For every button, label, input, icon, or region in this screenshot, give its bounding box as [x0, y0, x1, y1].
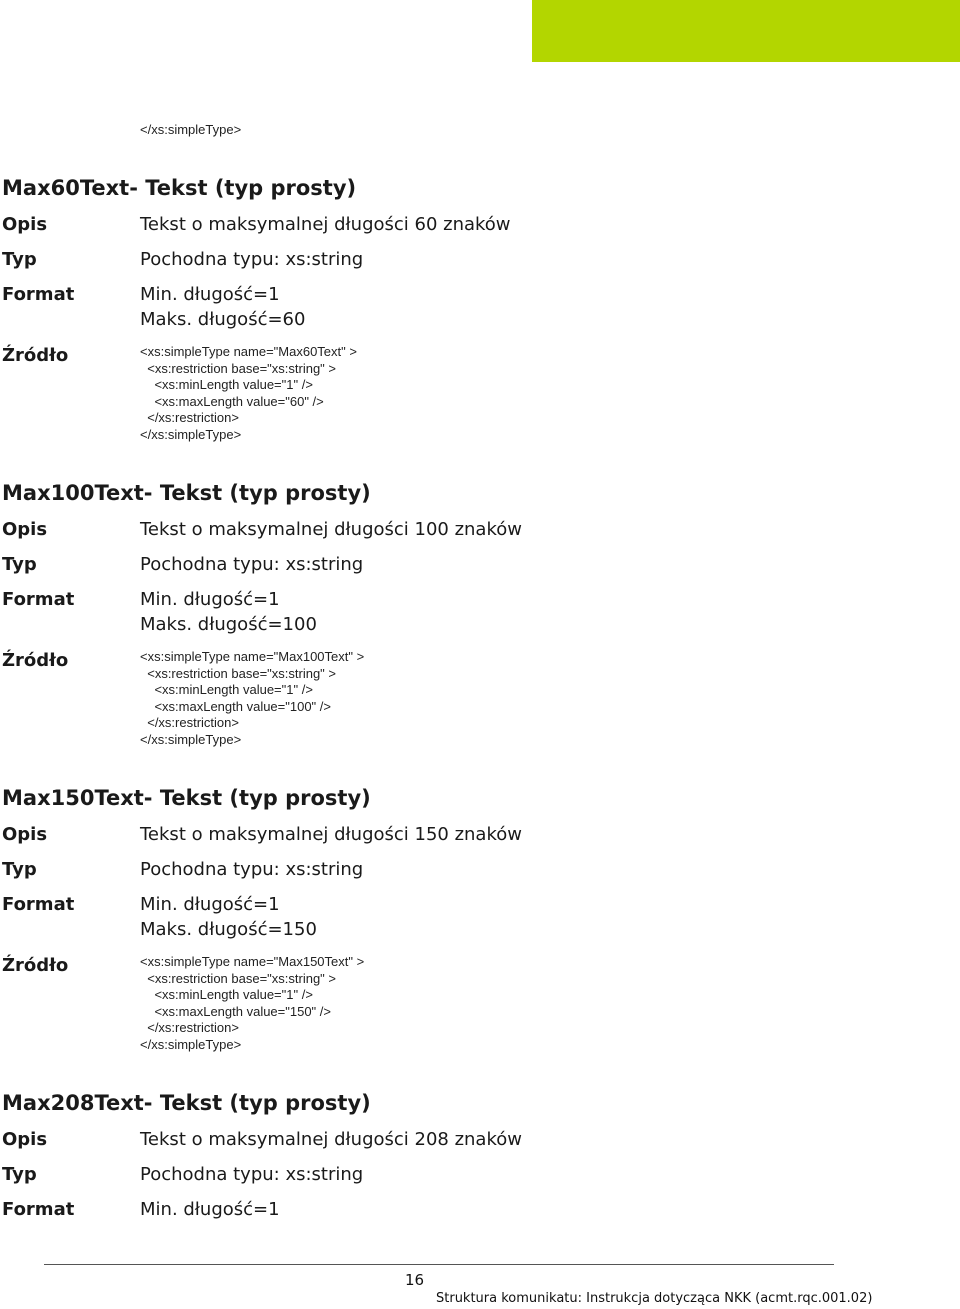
format-max: Maks. długość=150	[140, 919, 317, 940]
value-opis: Tekst o maksymalnej długości 60 znaków	[140, 214, 511, 235]
code-line: </xs:restriction>	[140, 1020, 239, 1036]
value-typ: Pochodna typu: xs:string	[140, 249, 364, 270]
label-opis: Opis	[2, 214, 48, 235]
value-format	[140, 1197, 280, 1222]
code-line: <xs:maxLength value="60" />	[140, 393, 324, 409]
format-min: Min. długość=1	[140, 1199, 280, 1220]
label-opis: Opis	[2, 824, 48, 845]
label-typ: Typ	[2, 1164, 37, 1185]
format-min: Min. długość=1	[140, 589, 280, 610]
code-closing-tag: </xs:simpleType>	[140, 122, 242, 137]
code-line: <xs:simpleType name="Max150Text" >	[140, 954, 365, 969]
code-line: <xs:restriction base="xs:string" >	[140, 970, 337, 986]
value-opis: Tekst o maksymalnej długości 100 znaków	[140, 519, 522, 540]
section-title: Max208Text- Tekst (typ prosty)	[2, 1091, 371, 1115]
value-opis: Tekst o maksymalnej długości 150 znaków	[140, 824, 522, 845]
code-line: </xs:simpleType>	[140, 426, 242, 442]
footer-title: Struktura komunikatu: Instrukcja dotycząca NKK (acmt.rqc.001.02)	[436, 1291, 873, 1306]
code-line: <xs:restriction base="xs:string" >	[140, 360, 337, 376]
format-min: Min. długość=1	[140, 894, 280, 915]
source-code-block	[140, 649, 364, 749]
value-typ: Pochodna typu: xs:string	[140, 859, 364, 880]
code-line: <xs:minLength value="1" />	[140, 682, 313, 698]
label-format: Format	[2, 1199, 75, 1220]
code-line: </xs:restriction>	[140, 715, 239, 731]
label-zrodlo: Źródło	[2, 955, 69, 976]
code-line: </xs:restriction>	[140, 410, 239, 426]
value-opis: Tekst o maksymalnej długości 208 znaków	[140, 1129, 522, 1150]
label-opis: Opis	[2, 519, 48, 540]
section-title: Max150Text- Tekst (typ prosty)	[2, 786, 371, 810]
label-format: Format	[2, 894, 75, 915]
value-typ: Pochodna typu: xs:string	[140, 1164, 364, 1185]
value-format	[140, 587, 317, 637]
code-line: <xs:maxLength value="100" />	[140, 698, 331, 714]
code-line: <xs:simpleType name="Max100Text" >	[140, 649, 365, 664]
code-line: <xs:minLength value="1" />	[140, 377, 313, 393]
label-typ: Typ	[2, 859, 37, 880]
format-max: Maks. długość=100	[140, 614, 317, 635]
label-zrodlo: Źródło	[2, 345, 69, 366]
source-code-block	[140, 344, 357, 444]
code-line: <xs:minLength value="1" />	[140, 987, 313, 1003]
value-format	[140, 892, 317, 942]
code-line: <xs:simpleType name="Max60Text" >	[140, 344, 357, 359]
code-line: <xs:restriction base="xs:string" >	[140, 665, 337, 681]
label-opis: Opis	[2, 1129, 48, 1150]
code-line: </xs:simpleType>	[140, 1036, 242, 1052]
label-typ: Typ	[2, 249, 37, 270]
section-title: Max60Text- Tekst (typ prosty)	[2, 176, 357, 200]
accent-block	[532, 0, 960, 62]
value-format	[140, 282, 305, 332]
page-number: 16	[405, 1271, 425, 1289]
label-format: Format	[2, 284, 75, 305]
footer-rule	[44, 1264, 834, 1265]
label-format: Format	[2, 589, 75, 610]
source-code-block	[140, 954, 364, 1054]
format-max: Maks. długość=60	[140, 309, 306, 330]
code-line: </xs:simpleType>	[140, 731, 242, 747]
code-line: <xs:maxLength value="150" />	[140, 1003, 331, 1019]
label-typ: Typ	[2, 554, 37, 575]
value-typ: Pochodna typu: xs:string	[140, 554, 364, 575]
section-title: Max100Text- Tekst (typ prosty)	[2, 481, 371, 505]
label-zrodlo: Źródło	[2, 650, 69, 671]
format-min: Min. długość=1	[140, 284, 280, 305]
